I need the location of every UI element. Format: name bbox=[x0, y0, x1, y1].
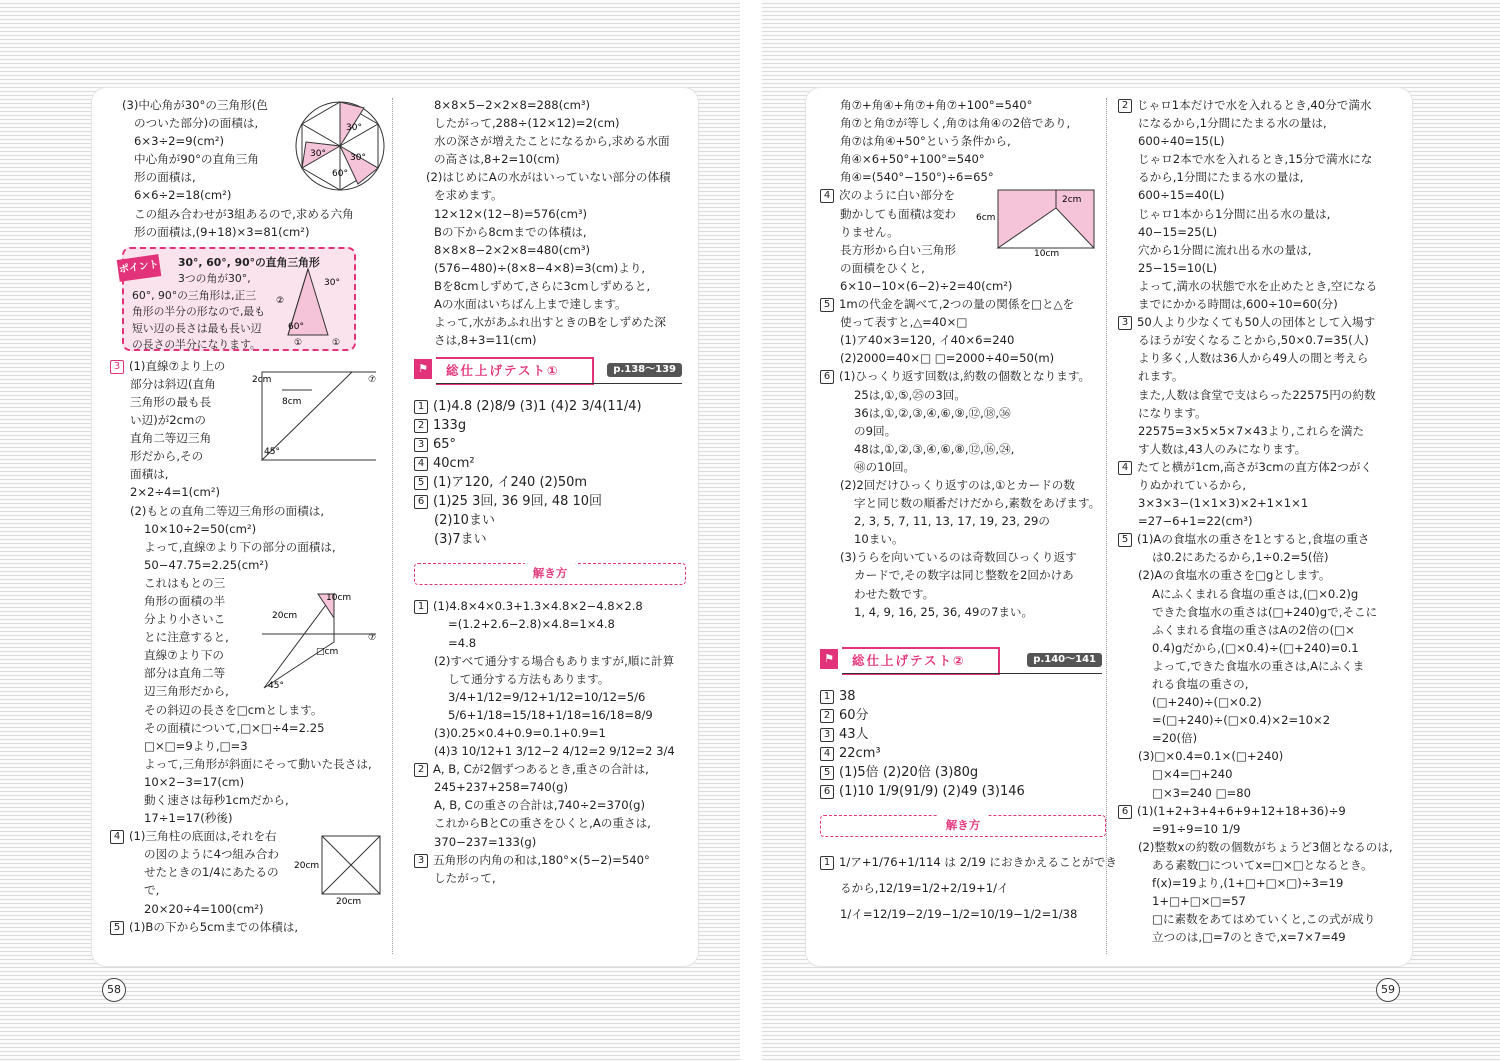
fig-label: ② bbox=[276, 295, 285, 306]
test-title: 総仕上げテスト② bbox=[842, 647, 1000, 675]
text-line: 1+□+□×□=57 bbox=[1152, 894, 1246, 909]
text-line: す人数は,43人のみになります。 bbox=[1138, 441, 1307, 456]
text-line: よって,三角形が斜面にそって動いた長さは, bbox=[144, 756, 372, 771]
text-line: 動かしても面積は変わ bbox=[840, 206, 956, 221]
problem-number: 6 bbox=[820, 370, 834, 384]
text-line: 水の深さが増えたことになるから,求める水面 bbox=[434, 134, 670, 149]
fig-label: 10cm bbox=[326, 593, 352, 603]
text-line: =(1.2+2.6−2.8)×4.8=1×4.8 bbox=[448, 617, 615, 632]
text-line: =4.8 bbox=[448, 635, 477, 650]
text-line: 立つのは,□=7のときで,x=7×7=49 bbox=[1152, 930, 1346, 945]
problem-number: 2 bbox=[414, 419, 428, 433]
fig-label: 45° bbox=[268, 681, 284, 691]
text-line: 245+237+258=740(g) bbox=[434, 780, 569, 795]
fig-label: ① bbox=[332, 337, 341, 347]
text-line: 2, 3, 5, 7, 11, 13, 17, 19, 23, 29の bbox=[854, 514, 1050, 529]
text-line: 17÷1=17(秒後) bbox=[144, 811, 233, 826]
text-line: 48は,①,②,③,④,⑥,⑧,⑫,⑯,㉔, bbox=[854, 441, 1015, 456]
problem-number: 4 bbox=[414, 457, 428, 471]
text-line: るから,1分間にたまる水の量は, bbox=[1138, 170, 1304, 185]
problem-number: 5 bbox=[1118, 533, 1132, 547]
problem-number: 2 bbox=[414, 763, 428, 777]
answer-text: 65° bbox=[433, 437, 457, 453]
text-line: この組み合わせが3組あるので,求める六角 bbox=[134, 206, 354, 221]
fig-label: 6cm bbox=[976, 213, 996, 223]
flag-icon: ⚑ bbox=[820, 649, 838, 669]
text-line: 部分は直角二等 bbox=[144, 666, 226, 681]
text-line: 1/ア+1/76+1/114 は 2/19 におきかえることができ bbox=[839, 854, 1117, 869]
slope-figure-a bbox=[242, 364, 382, 464]
text-line: せたときの1/4にあたるの bbox=[144, 865, 279, 880]
text-line: 形の面積は,(9+18)×3=81(cm²) bbox=[134, 224, 310, 239]
text-line: 40−15=25(L) bbox=[1138, 224, 1218, 239]
column-4 bbox=[1118, 96, 1404, 946]
text-line: して通分する方法もあります。 bbox=[448, 671, 610, 686]
fig-label: ① bbox=[294, 337, 303, 347]
text-line: 10×10÷2=50(cm²) bbox=[144, 521, 257, 536]
fig-label: ⑦ bbox=[368, 633, 377, 643]
text-line: よって,直線⑦より下の部分の面積は, bbox=[144, 539, 336, 554]
text-line: 1mの代金を調べて,2つの量の関係を□と△を bbox=[839, 297, 1075, 312]
text-line: 25−15=10(L) bbox=[1138, 260, 1218, 275]
problem-number: 6 bbox=[1118, 805, 1132, 819]
column-divider bbox=[392, 98, 393, 954]
column-2 bbox=[414, 96, 686, 887]
text-line: 5/6+1/18=15/18+1/18=16/18=8/9 bbox=[448, 707, 653, 722]
flag-icon: ⚑ bbox=[414, 359, 432, 379]
text-line: 3×3×3−(1×1×3)×2+1×1×1 bbox=[1138, 496, 1309, 511]
text-line: =(□+240)÷(□×0.4)×2=10×2 bbox=[1152, 713, 1331, 728]
text-line: の9回。 bbox=[854, 423, 897, 438]
toki-kata-banner bbox=[414, 563, 686, 585]
text-line: 角⑦は角④+50°という条件から, bbox=[840, 134, 1011, 149]
text-line: 面積は, bbox=[130, 467, 169, 482]
text-line: 6×6÷2=18(cm²) bbox=[134, 188, 232, 203]
text-line: たてと横が1cm,高さが3cmの直方体2つがく bbox=[1137, 459, 1373, 474]
text-line: (1)ひっくり返す回数は,約数の個数となります。 bbox=[839, 369, 1091, 384]
text-line: の図のように4つ組み合わ bbox=[144, 847, 279, 862]
answer-text: 133g bbox=[433, 418, 467, 434]
text-line: じゃロ1本から1分間に出る水の量は, bbox=[1138, 206, 1331, 221]
text-line: カードで,その数字は同じ整数を2回かけあ bbox=[854, 568, 1074, 583]
answer-text: (2)10まい bbox=[434, 513, 495, 529]
rectangle-figure bbox=[976, 186, 1100, 256]
text-line: になります。 bbox=[1138, 405, 1207, 420]
problem-number: 5 bbox=[820, 298, 834, 312]
text-line: 36は,①,②,③,④,⑥,⑨,⑫,⑱,㊱ bbox=[854, 405, 1011, 420]
text-line: (1)4.8×4×0.3+1.3×4.8×2−4.8×2.8 bbox=[433, 599, 643, 614]
text-line: また,人数は食堂で支はらった22575円の約数 bbox=[1138, 387, 1376, 402]
triangle-figure bbox=[274, 263, 354, 347]
text-line: 部分は斜辺(直角 bbox=[130, 376, 216, 391]
problem-number: 6 bbox=[820, 785, 834, 799]
text-line: したがって, bbox=[434, 870, 496, 885]
text-line: で, bbox=[144, 883, 160, 898]
text-line: の面積をひくと, bbox=[840, 260, 925, 275]
text-line: のついた部分)の面積は, bbox=[134, 116, 259, 131]
fig-label: 20cm bbox=[294, 861, 320, 871]
text-line: ふくまれる食塩の重さはAの2倍の(□× bbox=[1152, 622, 1355, 637]
text-line: 形の面積は, bbox=[134, 170, 196, 185]
problem-number: 2 bbox=[820, 709, 834, 723]
text-line: わせた数です。 bbox=[854, 586, 935, 601]
text-line: 角⑦と角⑦が等しく,角⑦は角④の2倍であり, bbox=[840, 116, 1071, 131]
toki-kata-banner bbox=[820, 815, 1106, 837]
text-line: 600÷15=40(L) bbox=[1138, 188, 1225, 203]
text-line: りぬかれているから, bbox=[1138, 477, 1247, 492]
text-line: =20(倍) bbox=[1152, 731, 1198, 746]
fig-label: 45° bbox=[264, 447, 280, 457]
fig-label: 8cm bbox=[282, 397, 302, 407]
text-line: □×□=9より,□=3 bbox=[144, 738, 248, 753]
text-line: 2×2÷4=1(cm²) bbox=[130, 485, 221, 500]
answer-text: 38 bbox=[839, 688, 856, 704]
text-line: 50人より少なくても50人の団体として入場す bbox=[1137, 315, 1376, 330]
problem-number: 3 bbox=[414, 854, 428, 868]
text-line: 次のように白い部分を bbox=[839, 188, 955, 203]
text-line: 6×10−10×(6−2)÷2=40(cm²) bbox=[840, 278, 1013, 293]
text-line: 角④=(540°−150°)÷6=65° bbox=[840, 170, 994, 185]
text-line: (1)ア40×3=120, イ40×6=240 bbox=[840, 333, 1015, 348]
point-line: 角形の半分の形なので,最も bbox=[132, 305, 265, 319]
problem-number: 4 bbox=[110, 830, 124, 844]
fig-label: ⑦ bbox=[368, 375, 377, 385]
fig-label: 30° bbox=[350, 153, 366, 163]
text-line: 12×12×(12−8)=576(cm³) bbox=[434, 206, 588, 221]
fig-label: 60° bbox=[288, 321, 304, 332]
column-1 bbox=[110, 96, 390, 936]
text-line: (3)□×0.4=0.1×(□+240) bbox=[1138, 749, 1284, 764]
point-line: 短い辺の長さは最も長い辺 bbox=[132, 321, 262, 335]
text-line: ある素数□についてx=□×□となるとき。 bbox=[1152, 857, 1373, 872]
square-figure bbox=[294, 832, 384, 906]
problem-number: 4 bbox=[1118, 461, 1132, 475]
text-line: よって,水があふれ出すときのBをしずめた深 bbox=[434, 315, 666, 330]
text-line: い辺)が2cmの bbox=[130, 413, 206, 428]
problem-number: 3 bbox=[820, 728, 834, 742]
text-line: A, B, Cの重さの合計は,740÷2=370(g) bbox=[434, 798, 646, 813]
text-line: 穴から1分間に流れ出る水の量は, bbox=[1138, 242, 1312, 257]
test-2-header bbox=[820, 647, 1106, 677]
text-line: (576−480)÷(8×8−4×8)=3(cm)より, bbox=[434, 260, 646, 275]
text-line: =91÷9=10 1/9 bbox=[1152, 821, 1241, 836]
text-line: (2)すべて通分する場合もありますが,順に計算 bbox=[434, 653, 675, 668]
point-line: 3つの角が30°, bbox=[178, 272, 251, 286]
text-line: の高さは,8+2=10(cm) bbox=[434, 152, 560, 167]
toki-kata-label: 解き方 bbox=[525, 563, 576, 583]
point-line: 30°, 60°, 90°の直角三角形 bbox=[178, 255, 320, 269]
text-line: その斜辺の長さを□cmとします。 bbox=[144, 702, 323, 717]
text-line: 0.4)gだから,(□×0.4)÷(□+240)=0.1 bbox=[1152, 640, 1359, 655]
text-line: f(x)=19より,(1+□+□×□)÷3=19 bbox=[1152, 876, 1344, 891]
text-line: (3)中心角が30°の三角形(色 bbox=[122, 98, 268, 112]
page-range-badge: p.138〜139 bbox=[607, 363, 682, 377]
answer-text: 43人 bbox=[839, 726, 869, 742]
text-line: 使って表すと,△=40×□ bbox=[840, 315, 968, 330]
text-line: 8×8×8−2×2×8=480(cm³) bbox=[434, 242, 591, 257]
text-line: れる食塩の重さの, bbox=[1152, 677, 1249, 691]
text-line: 五角形の内角の和は,180°×(5−2)=540° bbox=[433, 852, 650, 867]
page-number-left: 58 bbox=[102, 978, 126, 1002]
text-line: Aにふくまれる食塩の重さは,(□×0.2)g bbox=[1152, 586, 1359, 601]
text-line: (1)Bの下から5cmまでの体積は, bbox=[129, 919, 299, 934]
problem-number: 3 bbox=[414, 438, 428, 452]
answer-text: 40cm² bbox=[433, 456, 475, 472]
text-line: じゃロ2本で水を入れるとき,15分で満水にな bbox=[1138, 152, 1373, 167]
problem-number: 6 bbox=[414, 495, 428, 509]
column-divider bbox=[1106, 98, 1107, 954]
text-line: 22575=3×5×5×7×43より,これらを満た bbox=[1138, 423, 1365, 438]
text-line: より多く,人数は36人から49人の間と考えら bbox=[1138, 351, 1369, 366]
text-line: 3/4+1/12=9/12+1/12=10/12=5/6 bbox=[448, 689, 646, 704]
text-line: 8×8×5−2×2×8=288(cm³) bbox=[434, 98, 591, 112]
text-line: 6×3÷2=9(cm²) bbox=[134, 134, 225, 149]
text-line: (1)三角柱の底面は,それを右 bbox=[129, 829, 277, 844]
text-line: Bを8cmしずめて,さらに3cmしずめると, bbox=[434, 278, 651, 293]
text-line: (2)整数xの約数の個数がちょうど3個となるのは, bbox=[1138, 839, 1393, 854]
text-line: 三角形の最も長 bbox=[130, 394, 212, 409]
text-line: A, B, Cが2個ずつあるとき,重さの合計は, bbox=[433, 762, 649, 777]
text-line: □に素数をあてはめていくと,この式が成り bbox=[1152, 912, 1376, 927]
page-number-right: 59 bbox=[1376, 978, 1400, 1002]
text-line: 角④×6+50°+100°=540° bbox=[840, 152, 985, 167]
text-line: その面積について,□×□÷4=2.25 bbox=[144, 720, 325, 735]
text-line: (3)0.25×0.4+0.9=0.1+0.9=1 bbox=[434, 725, 606, 740]
text-line: (3)うらを向いているのは奇数回ひっくり返す bbox=[840, 550, 1077, 565]
text-line: になるから,1分間にたまる水の量は, bbox=[1138, 116, 1327, 131]
text-line: れます。 bbox=[1138, 369, 1184, 384]
text-line: これからBとCの重さをひくと,Aの重さは, bbox=[434, 816, 651, 831]
fig-label: 2cm bbox=[252, 375, 272, 385]
text-line: (1)Aの食塩水の重さを1とすると,食塩の重さ bbox=[1137, 532, 1370, 547]
text-line: 370−237=133(g) bbox=[434, 834, 537, 849]
problem-number: 5 bbox=[110, 921, 124, 935]
fig-label: 2cm bbox=[1062, 195, 1082, 205]
text-line: は0.2にあたるから,1÷0.2=5(倍) bbox=[1152, 550, 1329, 565]
text-line: よって,満水の状態で水を止めたとき,空になる bbox=[1138, 278, 1378, 293]
text-line: 角⑦+角④+角⑦+角⑦+100°=540° bbox=[840, 98, 1033, 112]
fig-label: 10cm bbox=[1034, 249, 1060, 256]
problem-number: 4 bbox=[820, 189, 834, 203]
problem-number: 5 bbox=[414, 476, 428, 490]
answer-text: (1)ア120, イ240 (2)50m bbox=[433, 475, 588, 491]
point-line: 60°, 90°の三角形は,正三 bbox=[132, 288, 257, 302]
page-range-badge: p.140〜141 bbox=[1027, 653, 1102, 667]
header-underline bbox=[842, 673, 1102, 674]
problem-number: 3 bbox=[1118, 316, 1132, 330]
text-line: 1/イ=12/19−2/19−1/2=10/19−1/2=1/38 bbox=[840, 906, 1078, 921]
answer-text: 22cm³ bbox=[839, 745, 881, 761]
slope-figure-b bbox=[242, 584, 382, 696]
text-line: 600÷40=15(L) bbox=[1138, 134, 1225, 149]
answer-text: (1)25 3回, 36 9回, 48 10回 bbox=[433, 494, 603, 510]
right-page bbox=[806, 88, 1412, 966]
text-line: を求めます。 bbox=[434, 188, 503, 203]
text-line: 動く速さは毎秒1cmだから, bbox=[144, 793, 289, 807]
text-line: (2)もとの直角二等辺三角形の面積は, bbox=[130, 503, 325, 518]
problem-number: 5 bbox=[820, 766, 834, 780]
text-line: ㊽の10回。 bbox=[854, 459, 916, 474]
text-line: Bの下から8cmまでの体積は, bbox=[434, 224, 587, 239]
text-line: (□+240)÷(□×0.2) bbox=[1152, 695, 1262, 710]
text-line: できた食塩水の重さは(□+240)gで,そこに bbox=[1152, 604, 1378, 619]
text-line: よって,できた食塩水の重さは,Aにふくま bbox=[1152, 658, 1365, 673]
point-box bbox=[118, 247, 356, 352]
text-line: 分より小さいこ bbox=[144, 612, 226, 627]
text-line: 角形の面積の半 bbox=[144, 593, 226, 608]
text-line: (1)直線⑦より上の bbox=[129, 358, 226, 373]
text-line: 直線⑦より下の bbox=[144, 648, 224, 663]
text-line: 直角二等辺三角 bbox=[130, 431, 212, 446]
fig-label: 30° bbox=[346, 123, 362, 133]
text-line: りません。 bbox=[840, 224, 899, 239]
problem-number: 1 bbox=[820, 856, 834, 870]
test-1-header bbox=[414, 357, 686, 387]
page-gutter bbox=[740, 0, 762, 1061]
text-line: とに注意すると, bbox=[144, 630, 229, 645]
text-line: =27−6+1=22(cm³) bbox=[1138, 514, 1253, 529]
left-page bbox=[92, 88, 698, 966]
text-line: したがって,288÷(12×12)=2(cm) bbox=[434, 116, 620, 131]
text-line: 字と同じ数の順番だけだから,素数をあげます。 bbox=[854, 496, 1101, 511]
answer-text: (1)5倍 (2)20倍 (3)80g bbox=[839, 764, 979, 780]
text-line: るから,12/19=1/2+2/19+1/イ bbox=[840, 880, 1009, 895]
text-line: までにかかる時間は,600÷10=60(分) bbox=[1138, 297, 1338, 312]
text-line: (4)3 10/12+1 3/12−2 4/12=2 9/12=2 3/4 bbox=[434, 744, 675, 759]
text-line: 10まい。 bbox=[854, 532, 904, 547]
text-line: 20×20÷4=100(cm²) bbox=[144, 901, 264, 916]
fig-label: 60° bbox=[332, 169, 348, 179]
test-title: 総仕上げテスト① bbox=[436, 357, 594, 385]
problem-number: 3 bbox=[110, 360, 124, 374]
fig-label: □cm bbox=[316, 647, 339, 657]
text-line: 1, 4, 9, 16, 25, 36, 49の7まい。 bbox=[854, 604, 1034, 619]
text-line: (2)2回だけひっくり返すのは,①とカードの数 bbox=[840, 477, 1075, 492]
fig-label: 30° bbox=[324, 277, 340, 288]
problem-number: 4 bbox=[820, 747, 834, 761]
text-line: Aの水面はいちばん上まで達します。 bbox=[434, 297, 627, 312]
text-line: (2)はじめにAの水がはいっていない部分の体積 bbox=[426, 170, 671, 185]
text-line: 10×2−3=17(cm) bbox=[144, 774, 245, 789]
text-line: これはもとの三 bbox=[144, 575, 226, 590]
text-line: さは,8+3=11(cm) bbox=[434, 333, 537, 348]
problem-number: 1 bbox=[414, 600, 428, 614]
text-line: 長方形から白い三角形 bbox=[840, 242, 956, 257]
point-badge: ポイント bbox=[117, 254, 162, 282]
text-line: □×3=240 □=80 bbox=[1152, 785, 1251, 800]
text-line: るほうが安くなることから,50×0.7=35(人) bbox=[1138, 333, 1369, 348]
answer-text: (3)7まい bbox=[434, 532, 487, 548]
text-line: 辺三角形だから, bbox=[144, 684, 229, 699]
text-line: 25は,①,⑤,㉕の3回。 bbox=[854, 387, 966, 402]
hexagon-figure bbox=[292, 98, 388, 194]
text-line: 形だから,その bbox=[130, 449, 204, 464]
text-line: じゃロ1本だけで水を入れるとき,40分で満水 bbox=[1137, 98, 1372, 112]
text-line: (2)Aの食塩水の重さを□gとします。 bbox=[1138, 568, 1331, 583]
answer-text: 60分 bbox=[839, 707, 869, 723]
text-line: (1)(1+2+3+4+6+9+12+18+36)÷9 bbox=[1137, 803, 1346, 818]
header-underline bbox=[436, 383, 682, 384]
answer-text: (1)4.8 (2)8/9 (3)1 (4)2 3/4(11/4) bbox=[433, 399, 642, 415]
fig-label: 30° bbox=[310, 149, 326, 159]
problem-number: 2 bbox=[1118, 99, 1132, 113]
test-2-answers bbox=[820, 687, 1106, 801]
toki-kata-label: 解き方 bbox=[938, 815, 989, 835]
fig-label: 20cm bbox=[272, 611, 298, 621]
text-line: 50−47.75=2.25(cm²) bbox=[144, 557, 269, 572]
text-line: (2)2000=40×□ □=2000÷40=50(m) bbox=[840, 351, 1055, 366]
test-1-answers bbox=[414, 397, 686, 549]
answer-text: (1)10 1/9(91/9) (2)49 (3)146 bbox=[839, 783, 1025, 799]
problem-number: 1 bbox=[414, 400, 428, 414]
text-line: 中心角が90°の直角三角 bbox=[134, 152, 259, 167]
point-line: の長さの半分になります。 bbox=[132, 338, 261, 352]
fig-label: 20cm bbox=[336, 897, 362, 906]
problem-number: 1 bbox=[820, 690, 834, 704]
text-line: □×4=□+240 bbox=[1152, 767, 1233, 782]
